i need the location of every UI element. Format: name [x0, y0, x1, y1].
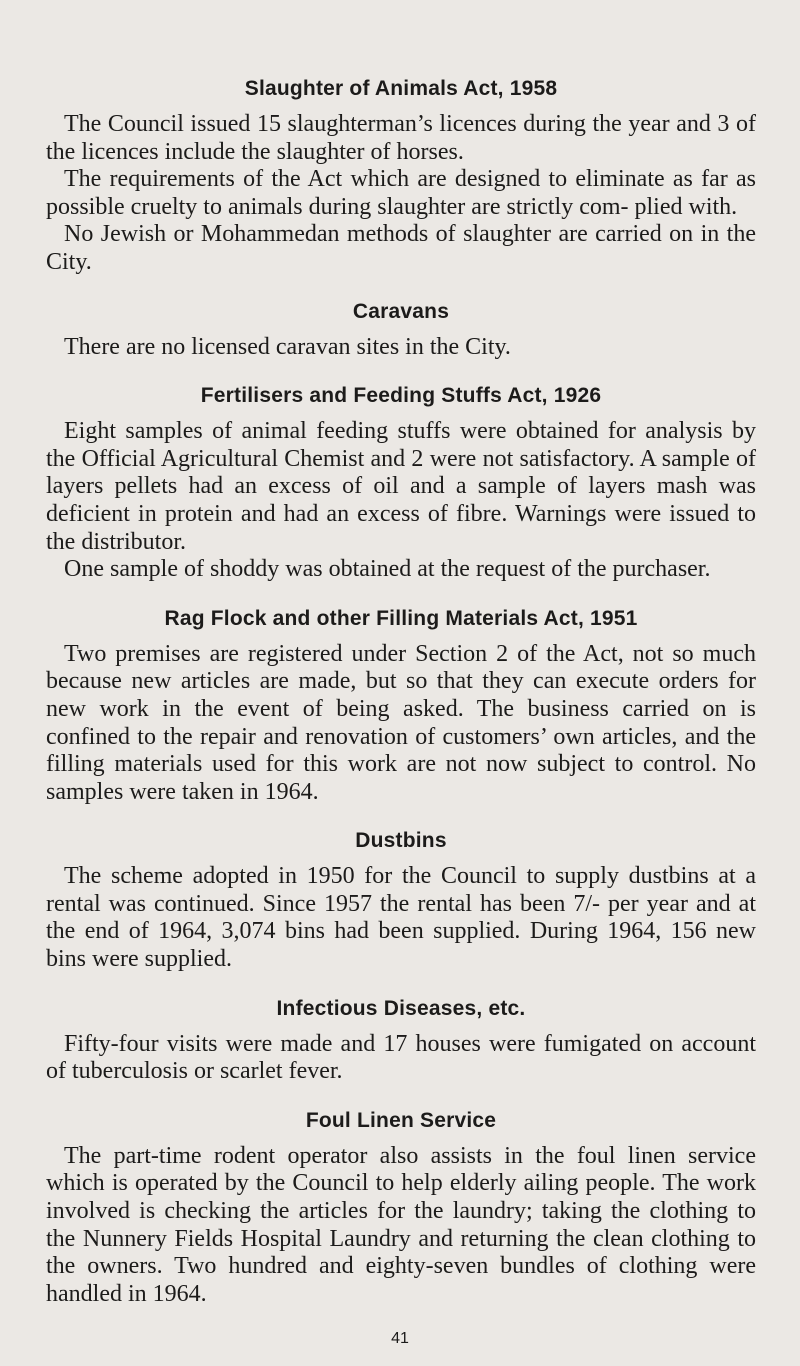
section-heading: Fertilisers and Feeding Stuffs Act, 1926 [200, 384, 602, 408]
section-heading: Caravans [352, 299, 450, 323]
section-slaughter-of-animals [46, 74, 756, 277]
section-heading: Rag Flock and other Filling Materials Act, 1951 [164, 606, 638, 630]
section-fertilisers [46, 381, 756, 584]
section-heading: Slaughter of Animals Act, 1958 [244, 77, 558, 100]
section-infectious-diseases [46, 994, 756, 1086]
paragraph: The Council issued 15 slaughterman’s licences during the year and 3 of the licences include the slaughter of horses. [46, 111, 756, 165]
section-heading: Foul Linen Service [305, 1108, 497, 1132]
page-number: 41 [391, 1330, 409, 1347]
paragraph: Fifty-four visits were made and 17 houses were fumigated on account of tuberculosis or scarlet fever. [46, 1030, 756, 1085]
section-dustbins [46, 826, 756, 973]
paragraph: The part-time rodent operator also assists in the foul linen service which is operated by the Council to help elderly ailing people. The work involved is checking the articles for the laundry; taking the clothing to the Nunnery Fields Hospital Laundry and returning the clean clothing to the owners. Two hundred and eighty-seven bundles of clothing were handled in 1964. [46, 1142, 756, 1307]
paragraph: There are no licensed caravan sites in the City. [64, 333, 511, 360]
paragraph: No Jewish or Mohammedan methods of slaughter are carried on in the City. [46, 221, 756, 275]
section-heading: Dustbins [355, 829, 447, 853]
paragraph: Two premises are registered under Section 2 of the Act, not so much because new articles are made, but so that they can execute orders for new work in the event of being asked. The business carried on is confined to the repair and renovation of customers’ own articles, and the filling materials used for this work are not now subject to control. No samples were taken in 1964. [46, 640, 756, 805]
paragraph: The scheme adopted in 1950 for the Council to supply dustbins at a rental was continued. Since 1957 the rental has been 7/- per year and at the end of 1964, 3,074 bins had been supplied. During 1964, 156 new bins were supplied. [46, 863, 756, 973]
document-page [46, 74, 756, 1308]
section-rag-flock [46, 604, 756, 807]
paragraph: The requirements of the Act which are designed to eliminate as far as possible cruelty to animals during slaughter are strictly com- plied with. [46, 166, 756, 220]
paragraph: One sample of shoddy was obtained at the request of the purchaser. [64, 556, 711, 583]
section-caravans [46, 297, 756, 362]
section-foul-linen [46, 1106, 756, 1309]
section-heading: Infectious Diseases, etc. [276, 996, 526, 1020]
paragraph: Eight samples of animal feeding stuffs were obtained for analysis by the Official Agricultural Chemist and 2 were not satisfactory. A sample of layers pellets had an excess of oil and a sample of layers mash was deficient in protein and had an excess of fibre. Warnings were issued to the distributor. [46, 418, 756, 555]
